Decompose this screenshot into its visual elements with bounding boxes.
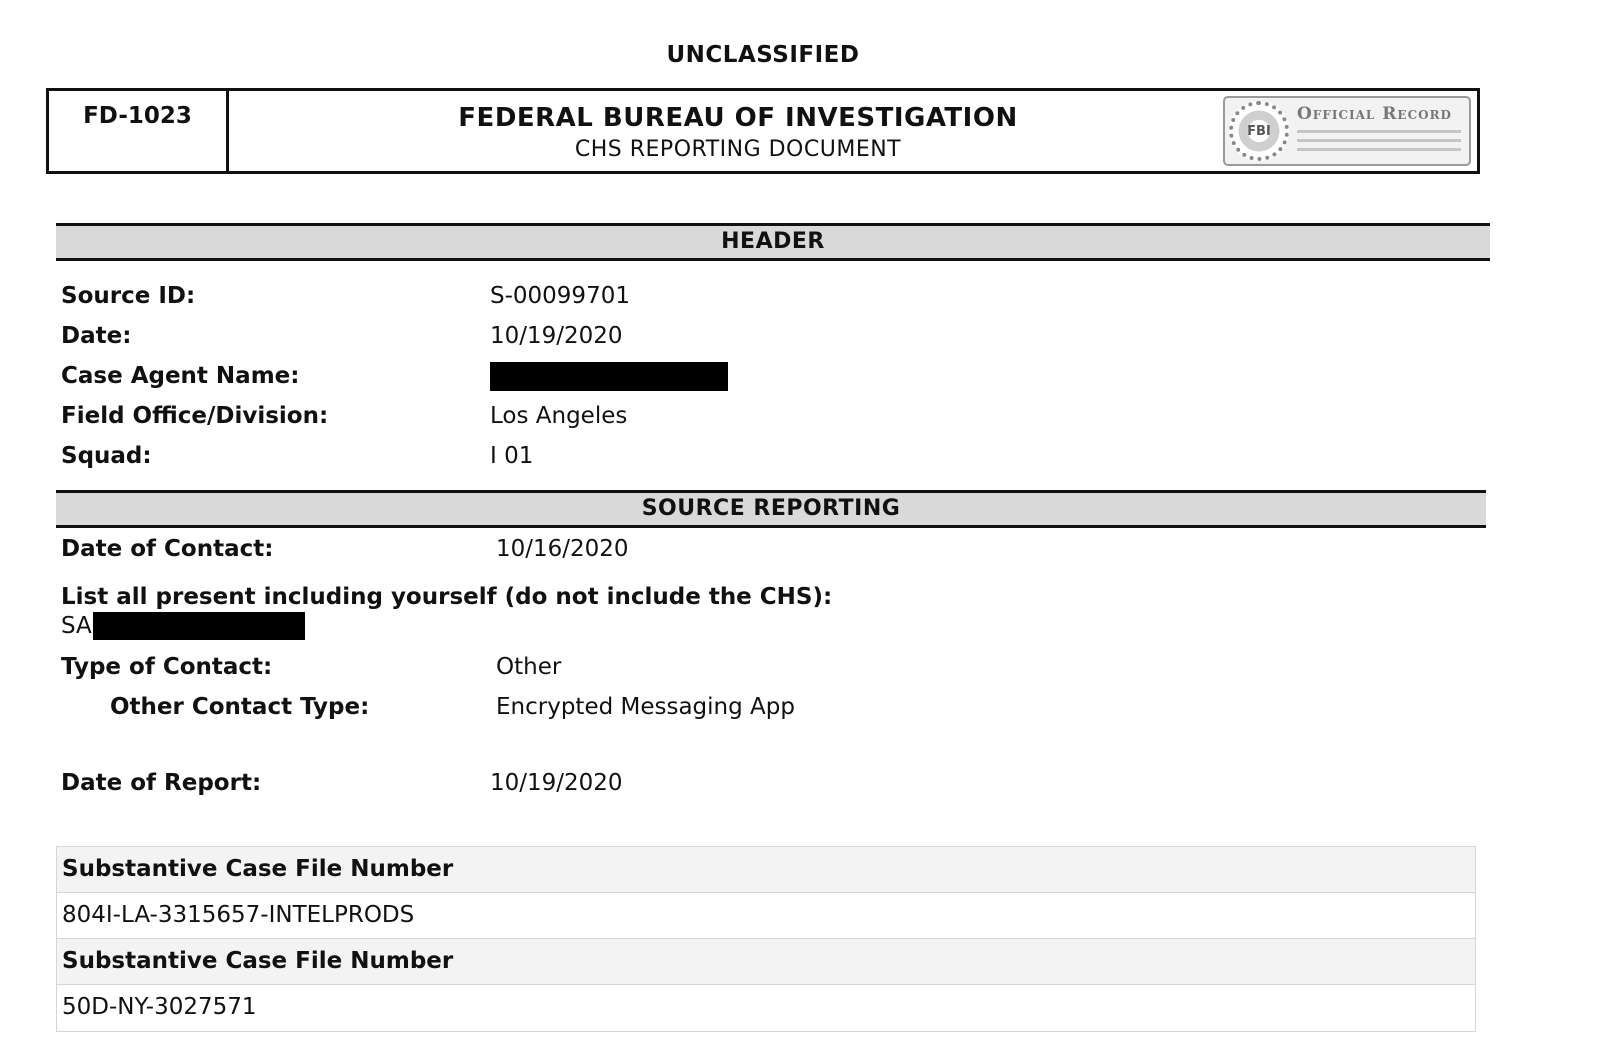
case-file-header: Substantive Case File Number — [57, 939, 1475, 985]
case-file-table — [56, 846, 1476, 1032]
fbi-seal-icon: FBI — [1229, 101, 1289, 161]
present-value: SA — [61, 613, 92, 639]
header-section-bar: HEADER — [56, 223, 1490, 261]
case-agent-name-redaction — [490, 362, 728, 391]
source-id-label: Source ID: — [61, 283, 196, 309]
date-value: 10/19/2020 — [490, 323, 623, 349]
classification-marking: UNCLASSIFIED — [666, 42, 860, 68]
agency-title: FEDERAL BUREAU OF INVESTIGATION — [458, 103, 1018, 133]
other-contact-type-value: Encrypted Messaging App — [496, 694, 795, 720]
case-file-number: 804I-LA-3315657-INTELPRODS — [57, 893, 1475, 939]
present-name-redaction — [93, 612, 305, 640]
source-reporting-section-bar: SOURCE REPORTING — [56, 490, 1486, 528]
stamp-fine-print — [1297, 130, 1461, 157]
date-label: Date: — [61, 323, 132, 349]
date-of-report-value: 10/19/2020 — [490, 770, 623, 796]
date-of-report-label: Date of Report: — [61, 770, 262, 796]
case-file-header: Substantive Case File Number — [57, 847, 1475, 893]
case-agent-name-label: Case Agent Name: — [61, 363, 300, 389]
official-record-stamp — [1223, 96, 1471, 166]
case-file-number: 50D-NY-3027571 — [62, 994, 257, 1020]
other-contact-type-label: Other Contact Type: — [110, 694, 370, 720]
squad-value: I 01 — [490, 443, 534, 469]
field-office-value: Los Angeles — [490, 403, 628, 429]
form-number: FD-1023 — [49, 91, 229, 171]
type-of-contact-label: Type of Contact: — [61, 654, 273, 680]
date-of-contact-value: 10/16/2020 — [496, 536, 629, 562]
stamp-title: Official Record — [1297, 104, 1452, 124]
field-office-label: Field Office/Division: — [61, 403, 329, 429]
form-title-box — [46, 88, 1480, 174]
present-label: List all present including yourself (do not include the CHS): — [61, 584, 833, 610]
source-id-value: S-00099701 — [490, 283, 630, 309]
squad-label: Squad: — [61, 443, 152, 469]
type-of-contact-value: Other — [496, 654, 562, 680]
date-of-contact-label: Date of Contact: — [61, 536, 274, 562]
document-type: CHS REPORTING DOCUMENT — [574, 137, 902, 162]
